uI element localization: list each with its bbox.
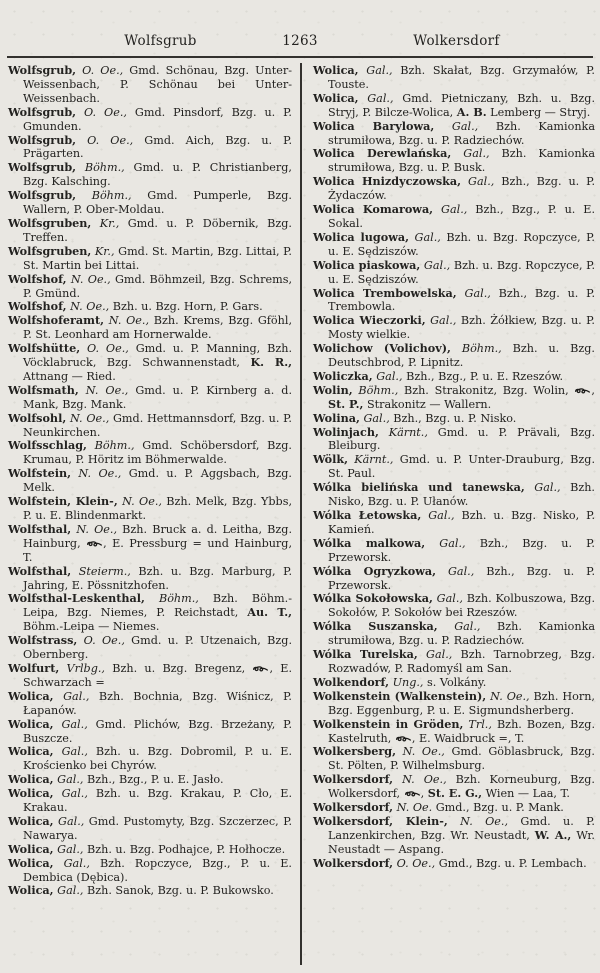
- gazetteer-entry: [8, 634, 292, 662]
- entry-bold-text: Wolfstein,: [8, 466, 72, 481]
- post-horn-icon: [574, 384, 591, 398]
- entry-bold-text: Wolica Wieczorki,: [313, 313, 426, 328]
- crownland-abbrev: Gal.,: [417, 648, 453, 662]
- entry-text: Gmd. Pumperle, Bzg. Wallern, P. Ober-Moldau.: [23, 189, 292, 217]
- right-column: [313, 64, 595, 871]
- entry-text: Attnang — Ried.: [23, 369, 116, 383]
- gazetteer-entry: [313, 801, 595, 815]
- entry-text: Bzh., Bzg. u. P. Trembowla.: [328, 286, 595, 314]
- entry-bold-text: Wolica,: [8, 883, 54, 898]
- entry-bold-text: Wolkersberg,: [313, 744, 396, 759]
- crownland-abbrev: N. Oe.,: [66, 411, 110, 425]
- gazetteer-entry: [313, 481, 595, 509]
- gazetteer-entry: [8, 592, 292, 634]
- entry-bold-text: Wolfsgruben,: [8, 215, 92, 230]
- entry-text: Gmd. u. P. Kirnberg a. d. Mank, Bzg. Mank.: [23, 383, 292, 411]
- entry-bold-text: Wolkenstein in Gröden,: [313, 716, 464, 731]
- entry-text: Gmd. u. P. Aggsbach, Bzg. Melk.: [23, 467, 292, 495]
- entry-text: Bzh., Bzg., P. u. E. Jasło.: [83, 773, 224, 787]
- entry-text: Bzh. Bochnia, Bzg. Wiśnicz, P. Łapanów.: [23, 689, 292, 717]
- entry-text: , E. Waidbruck =, T.: [411, 731, 525, 745]
- entry-bold-text: Wolica,: [8, 744, 54, 759]
- entry-bold-text: Wolfsgrub,: [8, 160, 77, 175]
- crownland-abbrev: Trl.,: [463, 717, 492, 731]
- gazetteer-entry: [8, 64, 292, 106]
- post-horn-icon: [395, 732, 412, 746]
- crownland-abbrev: Gal.,: [437, 620, 481, 634]
- gazetteer-entry: [8, 857, 292, 885]
- crownland-abbrev: N. Oe.,: [395, 745, 445, 759]
- entry-text: Gmd. u. P. Christianberg, Bzg. Kalsching.: [23, 161, 292, 189]
- gazetteer-entry: [313, 718, 595, 746]
- entry-text: Bzh. u. Bzg. Ropczyce, P. u. E. Sędziszów.: [328, 258, 596, 286]
- entry-text: Gmd. u. P. Utzenaich, Bzg. Obernberg.: [23, 634, 292, 662]
- left-column: [8, 64, 292, 898]
- entry-bold-text: Wolina,: [313, 410, 360, 425]
- entry-text: Wr. Neustadt — Aspang.: [328, 828, 595, 856]
- entry-text: Bzh. u. Bzg. Krakau, P. Cło, E. Krakau.: [23, 787, 293, 815]
- crownland-abbrev: Kärnt.,: [378, 425, 428, 439]
- entry-text: Bzh. Horn, Bzg. Eggenburg, P. u. E. Sigmundsherberg.: [328, 689, 595, 717]
- entry-text: Gmd. Pietniczany, Bzh. u. Bzg. Stryj, P. Bilcze-Wolica,: [328, 91, 595, 119]
- crownland-abbrev: Gal.,: [53, 842, 84, 856]
- entry-text: Bzh., Bzg., P. u. E. Sokal.: [328, 203, 596, 230]
- entry-text: Bzh. u. Bzg. Dobromil, P. u. E. Krościenko bei Chyrów.: [23, 745, 292, 773]
- crownland-abbrev: Ung.,: [389, 675, 424, 689]
- crownland-abbrev: N. Oe.,: [66, 272, 111, 286]
- gazetteer-entry: [313, 370, 595, 384]
- entry-text: Gmd. Hettmannsdorf, Bzg. u. P. Neunkirchen.: [23, 411, 292, 439]
- crownland-abbrev: N. Oe.,: [117, 495, 162, 509]
- crownland-abbrev: N. Oe.,: [104, 314, 150, 328]
- entry-text: Gmd. Böhmzeil, Bzg. Schrems, P. Gmünd.: [23, 272, 293, 300]
- entry-text: Bzh. Skałat, Bzg. Grzymałów, P. Touste.: [328, 64, 595, 91]
- crownland-abbrev: Gal.,: [53, 745, 88, 759]
- entry-text: Bzh. u. Bzg. Bregenz,: [105, 661, 253, 675]
- entry-bold-text: Wolica,: [8, 786, 54, 801]
- crownland-abbrev: Gal.,: [53, 884, 84, 898]
- entry-text: Gmd. Pustomyty, Bzg. Szczerzec, P. Nawarya.: [23, 814, 293, 842]
- crownland-abbrev: Gal.,: [53, 717, 88, 731]
- entry-text: Bzh. u. Bzg. Deutschbrod, P. Lipnitz.: [328, 342, 595, 370]
- entry-bold-text: Wolica Barylowa,: [313, 118, 435, 133]
- gazetteer-entry: [313, 412, 595, 426]
- entry-bold-text: Wolica,: [313, 63, 359, 77]
- gazetteer-entry: [313, 620, 595, 648]
- crownland-abbrev: Kr.,: [91, 216, 120, 230]
- entry-text: Bzh. Bozen, Bzg. Kastelruth,: [328, 717, 595, 745]
- crownland-abbrev: O. Oe.,: [76, 64, 124, 77]
- entry-bold-text: Wolichow (Volichov),: [313, 341, 451, 356]
- gazetteer-entry: [8, 690, 292, 718]
- entry-text: Bzh. Melk, Bzg. Ybbs, P. u. E. Blindenmarkt.: [23, 495, 292, 522]
- entry-text: Böhm.-Leipa — Niemes.: [23, 620, 160, 634]
- entry-bold-text: Wolica,: [313, 90, 359, 105]
- entry-bold-text: Wolfsmath,: [8, 382, 79, 397]
- entry-bold-text: Wolkersdorf,: [313, 772, 394, 787]
- entry-bold-text: Wolica,: [8, 772, 54, 787]
- entry-bold-text: Wolica,: [8, 716, 54, 731]
- gazetteer-entry: [313, 745, 595, 773]
- entry-bold-text: Wolica lugowa,: [313, 229, 409, 244]
- crownland-abbrev: N. Oe.: [393, 801, 433, 815]
- entry-bold-text: K. R.,: [250, 355, 292, 370]
- crownland-abbrev: O. Oe.,: [80, 342, 129, 356]
- entry-bold-text: Wolfshof,: [8, 299, 67, 314]
- gazetteer-entry: [313, 120, 595, 148]
- entry-bold-text: St. P.,: [328, 396, 364, 411]
- entry-bold-text: Wolkersdorf, Klein-,: [313, 813, 448, 828]
- entry-bold-text: Wolica Derewlańska,: [313, 146, 452, 161]
- crownland-abbrev: O. Oe.,: [76, 133, 134, 147]
- entry-text: Gmd. Göblasbruck, Bzg. St. Pölten, P. Wilhelmsburg.: [328, 745, 595, 773]
- gazetteer-entry: [313, 231, 595, 259]
- gazetteer-entry: [8, 342, 292, 384]
- crownland-abbrev: N. Oe.,: [393, 773, 447, 787]
- entry-bold-text: Wolin,: [313, 382, 353, 397]
- entry-text: , E. Pressburg = und Hainburg, T.: [23, 536, 292, 564]
- entry-text: Bzh. u. Bzg. Horn, P. Gars.: [109, 300, 263, 314]
- crownland-abbrev: N. Oe.,: [447, 814, 509, 828]
- post-horn-icon: [404, 787, 421, 801]
- running-header-left: Wolfsgrub: [124, 33, 197, 49]
- entry-bold-text: Wólka Turelska,: [313, 647, 418, 662]
- crownland-abbrev: O. Oe.,: [76, 105, 127, 119]
- crownland-abbrev: Böhm.,: [86, 439, 135, 453]
- entry-text: Bzh., Bzg. u. P. Nisko.: [389, 411, 517, 425]
- entry-bold-text: Wolica Komarowa,: [313, 202, 434, 217]
- entry-text: Gmd. u. P. Döbernik, Bzg. Treffen.: [23, 216, 292, 244]
- crownland-abbrev: N. Oe.,: [71, 467, 122, 481]
- gazetteer-entry: [8, 565, 292, 593]
- crownland-abbrev: Böhm.,: [76, 189, 132, 203]
- gazetteer-entry: [313, 147, 595, 175]
- gazetteer-entry: [313, 592, 595, 620]
- crownland-abbrev: N. Oe.,: [78, 383, 129, 397]
- entry-bold-text: Wolica,: [8, 813, 54, 828]
- entry-bold-text: Wolinjach,: [313, 424, 379, 439]
- crownland-abbrev: Gal.,: [358, 91, 394, 105]
- crownland-abbrev: Gal.,: [425, 314, 457, 328]
- entry-bold-text: Wolica Hnizdyczowska,: [313, 174, 462, 189]
- entry-bold-text: Wolfshütte,: [8, 341, 81, 356]
- gazetteer-entry: [8, 245, 292, 273]
- entry-text: Gmd. u. P. Unter-Drauburg, Bzg. St. Paul.: [328, 453, 595, 481]
- gazetteer-entry: [313, 384, 595, 412]
- entry-text: Gmd., Bzg. u. P. Mank.: [432, 801, 564, 815]
- entry-bold-text: Au. T.,: [247, 605, 292, 620]
- gazetteer-entry: [313, 565, 595, 593]
- entry-text: s. Volkány.: [423, 675, 487, 689]
- gazetteer-entry: [313, 509, 595, 537]
- crownland-abbrev: Gal.,: [53, 856, 90, 870]
- entry-text: Bzh. Korneuburg, Bzg. Wolkersdorf,: [328, 773, 595, 801]
- entry-bold-text: Wólka Sokołowska,: [313, 591, 433, 606]
- entry-text: Bzh. Kamionka strumiłowa, Bzg. u. P. Radziechów.: [328, 620, 596, 648]
- entry-text: Gmd. St. Martin, Bzg. Littai, P. St. Martin bei Littai.: [23, 244, 292, 272]
- entry-text: Gmd. Pinsdorf, Bzg. u. P. Gmunden.: [23, 105, 292, 133]
- entry-text: Bzh. Bruck a. d. Leitha, Bzg. Hainburg,: [23, 522, 292, 550]
- crownland-abbrev: Gal.,: [451, 147, 490, 161]
- crownland-abbrev: N. Oe.,: [66, 300, 110, 314]
- crownland-abbrev: Böhm.,: [144, 592, 199, 606]
- gazetteer-entry: [8, 217, 292, 245]
- crownland-abbrev: Gal.,: [358, 64, 393, 77]
- gazetteer-entry: [8, 412, 292, 440]
- entry-bold-text: Wolfsgrub,: [8, 63, 77, 77]
- gazetteer-entry: [8, 884, 292, 898]
- crownland-abbrev: Böhm.,: [76, 161, 125, 175]
- entry-bold-text: Wolfsohl,: [8, 410, 67, 425]
- crownland-abbrev: Gal.,: [408, 230, 441, 244]
- running-header-right: Wolkersdorf: [413, 33, 500, 49]
- crownland-abbrev: Böhm.,: [450, 342, 502, 356]
- entry-bold-text: Wölk,: [313, 452, 349, 467]
- page-number: 1263: [282, 33, 318, 49]
- crownland-abbrev: Gal.,: [433, 203, 468, 217]
- crownland-abbrev: Gal.,: [372, 369, 403, 383]
- crownland-abbrev: Gal.,: [435, 564, 475, 578]
- gazetteer-entry: [313, 537, 595, 565]
- entry-text: Bzh. Kamionka strumiłowa, Bzg. u. P. Radziechów.: [328, 119, 596, 147]
- gazetteer-entry: [313, 342, 595, 370]
- entry-bold-text: Wolfshoferamt,: [8, 313, 105, 328]
- gazetteer-entry: [313, 453, 595, 481]
- entry-text: Bzh., Bzg. u. P. Przeworsk.: [328, 564, 595, 592]
- gazetteer-entry: [8, 523, 292, 565]
- gazetteer-entry: [8, 273, 292, 301]
- entry-text: ,: [591, 383, 595, 397]
- gazetteer-entry: [8, 189, 292, 217]
- gazetteer-entry: [8, 745, 292, 773]
- gazetteer-entry: [313, 175, 595, 203]
- entry-text: Bzh. Żółkiew, Bzg. u. P. Mosty wielkie.: [328, 314, 595, 342]
- gazetteer-entry: [8, 843, 292, 857]
- crownland-abbrev: O. Oe.,: [393, 856, 436, 870]
- gazetteer-entry: [8, 106, 292, 134]
- crownland-abbrev: Gal.,: [461, 175, 495, 189]
- entry-text: Bzh., Bzg. u. P. Żydaczów.: [328, 175, 595, 203]
- entry-bold-text: Wólka bielińska und tanewska,: [313, 480, 525, 495]
- entry-text: Bzh. Krems, Bzg. Gföhl, P. St. Leonhard am Hornerwalde.: [23, 314, 292, 342]
- entry-bold-text: Wolkersdorf,: [313, 855, 394, 870]
- gazetteer-entry: [8, 495, 292, 523]
- crownland-abbrev: Gal.,: [53, 814, 85, 828]
- entry-text: Gmd. Aich, Bzg. u. P. Prägarten.: [23, 133, 292, 161]
- entry-bold-text: Wolfshof,: [8, 271, 67, 286]
- entry-bold-text: Wolfsgruben,: [8, 243, 92, 258]
- entry-text: ,: [420, 787, 428, 801]
- crownland-abbrev: Gal.,: [420, 258, 451, 272]
- entry-bold-text: Wolfsgrub,: [8, 188, 77, 203]
- entry-bold-text: Wolkersdorf,: [313, 800, 394, 815]
- entry-text: Bzh. Ropczyce, Bzg., P. u. E. Dembica (Dębica).: [23, 856, 292, 884]
- gazetteer-entry: [8, 662, 292, 690]
- crownland-abbrev: Gal.,: [359, 411, 390, 425]
- entry-text: Bzh. Strakonitz, Bzg. Wolin,: [398, 383, 575, 397]
- gazetteer-entry: [313, 773, 595, 801]
- gazetteer-entry: [8, 384, 292, 412]
- entry-text: Bzh. Kolbuszowa, Bzg. Sokołów, P. Sokołów bei Rzeszów.: [328, 592, 595, 620]
- entry-text: Bzh. Tarnobrzeg, Bzg. Rozwadów, P. Radomyśl am San.: [328, 648, 596, 675]
- gazetteer-entry: [313, 203, 595, 231]
- entry-bold-text: Wolkendorf,: [313, 674, 390, 689]
- gazetteer-entry: [8, 134, 292, 162]
- entry-bold-text: Wólka malkowa,: [313, 535, 426, 550]
- entry-text: Bzh. Böhm.-Leipa, Bzg. Niemes, P. Reichstadt,: [23, 592, 292, 620]
- crownland-abbrev: N. Oe.,: [71, 522, 118, 536]
- crownland-abbrev: Steierm.,: [71, 564, 131, 578]
- gazetteer-entry: [8, 314, 292, 342]
- gazetteer-entry: [313, 287, 595, 315]
- entry-text: Gmd. u. P. Manning, Bzh. Vöcklabruck, Bzg. Schwannenstadt,: [23, 342, 292, 370]
- entry-bold-text: Wolfurt,: [8, 660, 60, 675]
- post-horn-icon: [86, 537, 103, 551]
- entry-text: Gmd. Schöbersdorf, Bzg. Krumau, P. Höritz im Böhmerwalde.: [23, 439, 292, 467]
- entry-bold-text: Wolica Trembowelska,: [313, 285, 457, 300]
- entry-bold-text: Wolfsthal-Leskenthal,: [8, 591, 145, 606]
- crownland-abbrev: Vrlbg.,: [59, 661, 105, 675]
- crownland-abbrev: Gal.,: [432, 592, 463, 606]
- entry-bold-text: Wolica piaskowa,: [313, 257, 421, 272]
- crownland-abbrev: Gal.,: [53, 689, 90, 703]
- entry-text: Wien — Laa, T.: [482, 787, 570, 801]
- entry-bold-text: A. B.: [456, 104, 487, 119]
- crownland-abbrev: Gal.,: [421, 509, 455, 522]
- gazetteer-entry: [313, 314, 595, 342]
- gazetteer-entry: [313, 648, 595, 676]
- entry-text: Bzh. Sanok, Bzg. u. P. Bukowsko.: [83, 884, 274, 898]
- header-rule: [7, 56, 593, 58]
- entry-bold-text: Wólka Suszanska,: [313, 619, 438, 634]
- entry-text: Gmd. u. P. Prävali, Bzg. Bleiburg.: [328, 425, 596, 453]
- entry-text: Bzh. u. Bzg. Marburg, P. Jahring, E. Pössnitzhofen.: [23, 564, 292, 592]
- entry-text: Bzh., Bzg., P. u. E. Rzeszów.: [402, 369, 564, 383]
- entry-text: Strakonitz — Wallern.: [363, 397, 492, 411]
- entry-bold-text: Wolica,: [8, 855, 54, 870]
- entry-text: , E. Schwarzach =: [23, 661, 293, 689]
- entry-text: Bzh. Kamionka strumiłowa, Bzg. u. P. Busk.: [328, 147, 595, 175]
- gazetteer-entry: [8, 439, 292, 467]
- entry-bold-text: Wólka Łetowska,: [313, 508, 422, 522]
- entry-text: Gmd. Plichów, Bzg. Brzeżany, P. Buszcze.: [23, 717, 292, 745]
- crownland-abbrev: O. Oe.,: [77, 634, 125, 648]
- crownland-abbrev: Böhm.,: [352, 383, 399, 397]
- gazetteer-entry: [313, 259, 595, 287]
- entry-bold-text: Wolica,: [8, 688, 54, 703]
- crownland-abbrev: Gal.,: [434, 119, 479, 133]
- entry-text: Bzh. u. Bzg. Ropczyce, P. u. E. Sędziszów.: [328, 230, 595, 258]
- entry-bold-text: Wolfstrass,: [8, 633, 78, 648]
- crownland-abbrev: N. Oe.,: [486, 689, 530, 703]
- entry-bold-text: W. A.,: [534, 827, 572, 842]
- gazetteer-entry: [8, 467, 292, 495]
- gazetteer-entry: [8, 718, 292, 746]
- entry-bold-text: St. E. G.,: [427, 786, 483, 801]
- entry-bold-text: Wolica,: [8, 841, 54, 856]
- post-horn-icon: [252, 662, 269, 676]
- gazetteer-entry: [313, 815, 595, 857]
- entry-text: Bzh. u. Bzg. Nisko, P. Kamień.: [328, 509, 595, 536]
- gazetteer-entry: [313, 690, 595, 718]
- column-divider-rule: [300, 63, 302, 965]
- entry-text: Gmd. u. P. Lanzenkirchen, Bzg. Wr. Neustadt,: [328, 814, 595, 842]
- crownland-abbrev: Gal.,: [53, 787, 88, 801]
- gazetteer-entry: [8, 815, 292, 843]
- gazetteer-entry: [313, 64, 595, 92]
- entry-bold-text: Wolfsthal,: [8, 563, 72, 578]
- entry-bold-text: Wolfsschlag,: [8, 438, 87, 453]
- crownland-abbrev: Gal.,: [524, 481, 561, 495]
- crownland-abbrev: Gal.,: [456, 286, 491, 300]
- entry-bold-text: Wolkenstein (Walkenstein),: [313, 688, 487, 703]
- entry-text: Bzh. Nisko, Bzg. u. P. Ułanów.: [328, 481, 595, 509]
- entry-bold-text: Wolfsgrub,: [8, 104, 77, 119]
- gazetteer-entry: [8, 773, 292, 787]
- gazetteer-entry: [8, 300, 292, 314]
- entry-text: Lemberg — Stryj.: [486, 105, 591, 119]
- gazetteer-entry: [313, 676, 595, 690]
- entry-text: Bzh. u. Bzg. Podhajce, P. Hołhocze.: [83, 842, 286, 856]
- gazetteer-entry: [313, 426, 595, 454]
- gazetteer-entry: [313, 857, 595, 871]
- gazetteer-entry: [8, 787, 292, 815]
- gazetteer-entry: [313, 92, 595, 120]
- entry-text: Bzh., Bzg. u. P. Przeworsk.: [328, 536, 595, 564]
- entry-text: Gmd. Schönau, Bzg. Unter-Weissenbach, P. Schönau bei Unter-Weissenbach.: [23, 64, 292, 105]
- crownland-abbrev: Kr.,: [91, 244, 115, 258]
- entry-bold-text: Wolfsgrub,: [8, 132, 77, 147]
- entry-bold-text: Wolfstein, Klein-,: [8, 494, 118, 509]
- entry-bold-text: Woliczka,: [313, 368, 373, 383]
- entry-bold-text: Wólka Ogryzkowa,: [313, 563, 436, 578]
- gazetteer-entry: [8, 161, 292, 189]
- crownland-abbrev: Gal.,: [425, 536, 466, 550]
- entry-bold-text: Wolfsthal,: [8, 521, 72, 536]
- crownland-abbrev: Kärnt.,: [348, 453, 394, 467]
- entry-text: Gmd., Bzg. u. P. Lembach.: [435, 856, 587, 870]
- crownland-abbrev: Gal.,: [53, 773, 84, 787]
